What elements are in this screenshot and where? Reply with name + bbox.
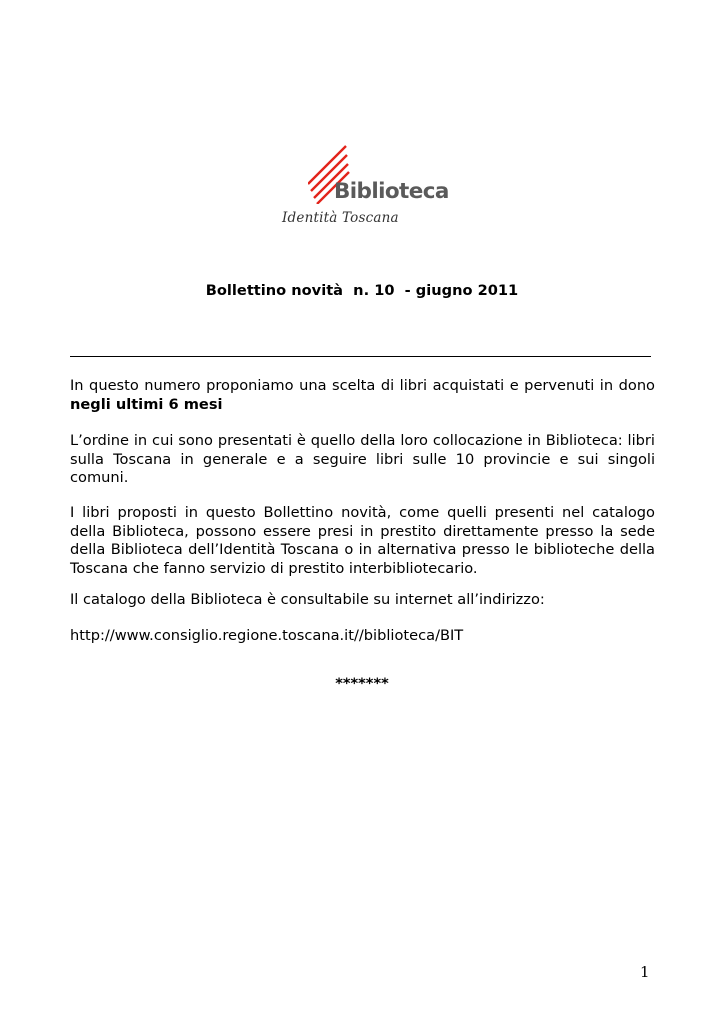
intro-bold-text: negli ultimi 6 mesi — [70, 395, 223, 413]
logo-subtitle: Identità Toscana — [282, 210, 399, 226]
catalog-url-link[interactable]: http://www.consiglio.regione.toscana.it//biblioteca/BIT — [70, 627, 464, 644]
logo-wordmark: Biblioteca — [334, 179, 449, 204]
section-separator: ******* — [335, 675, 389, 692]
intro-text: In questo numero proponiamo una scelta di libri acquistati e pervenuti in dono — [70, 377, 655, 394]
page-number: 1 — [640, 963, 650, 981]
bulletin-title: Bollettino novità n. 10 - giugno 2011 — [205, 282, 519, 299]
intro-paragraph — [70, 377, 655, 414]
loan-paragraph: I libri proposti in questo Bollettino novità, come quelli presenti nel catalogo della Biblioteca, possono essere presi in prestito direttamente presso la sede della Biblioteca dell’Identità Toscana o in alternativa presso le biblioteche della Toscana che fanno servizio di prestito interbibliotecario. — [70, 504, 655, 577]
order-paragraph: L’ordine in cui sono presentati è quello della loro collocazione in Biblioteca: libri sulla Toscana in generale e a seguire libri sulle 10 provincie e sui singoli comuni. — [70, 432, 655, 486]
biblioteca-logo — [276, 144, 449, 230]
catalog-paragraph: Il catalogo della Biblioteca è consultabile su internet all’indirizzo: — [70, 591, 545, 608]
horizontal-rule — [70, 356, 651, 357]
